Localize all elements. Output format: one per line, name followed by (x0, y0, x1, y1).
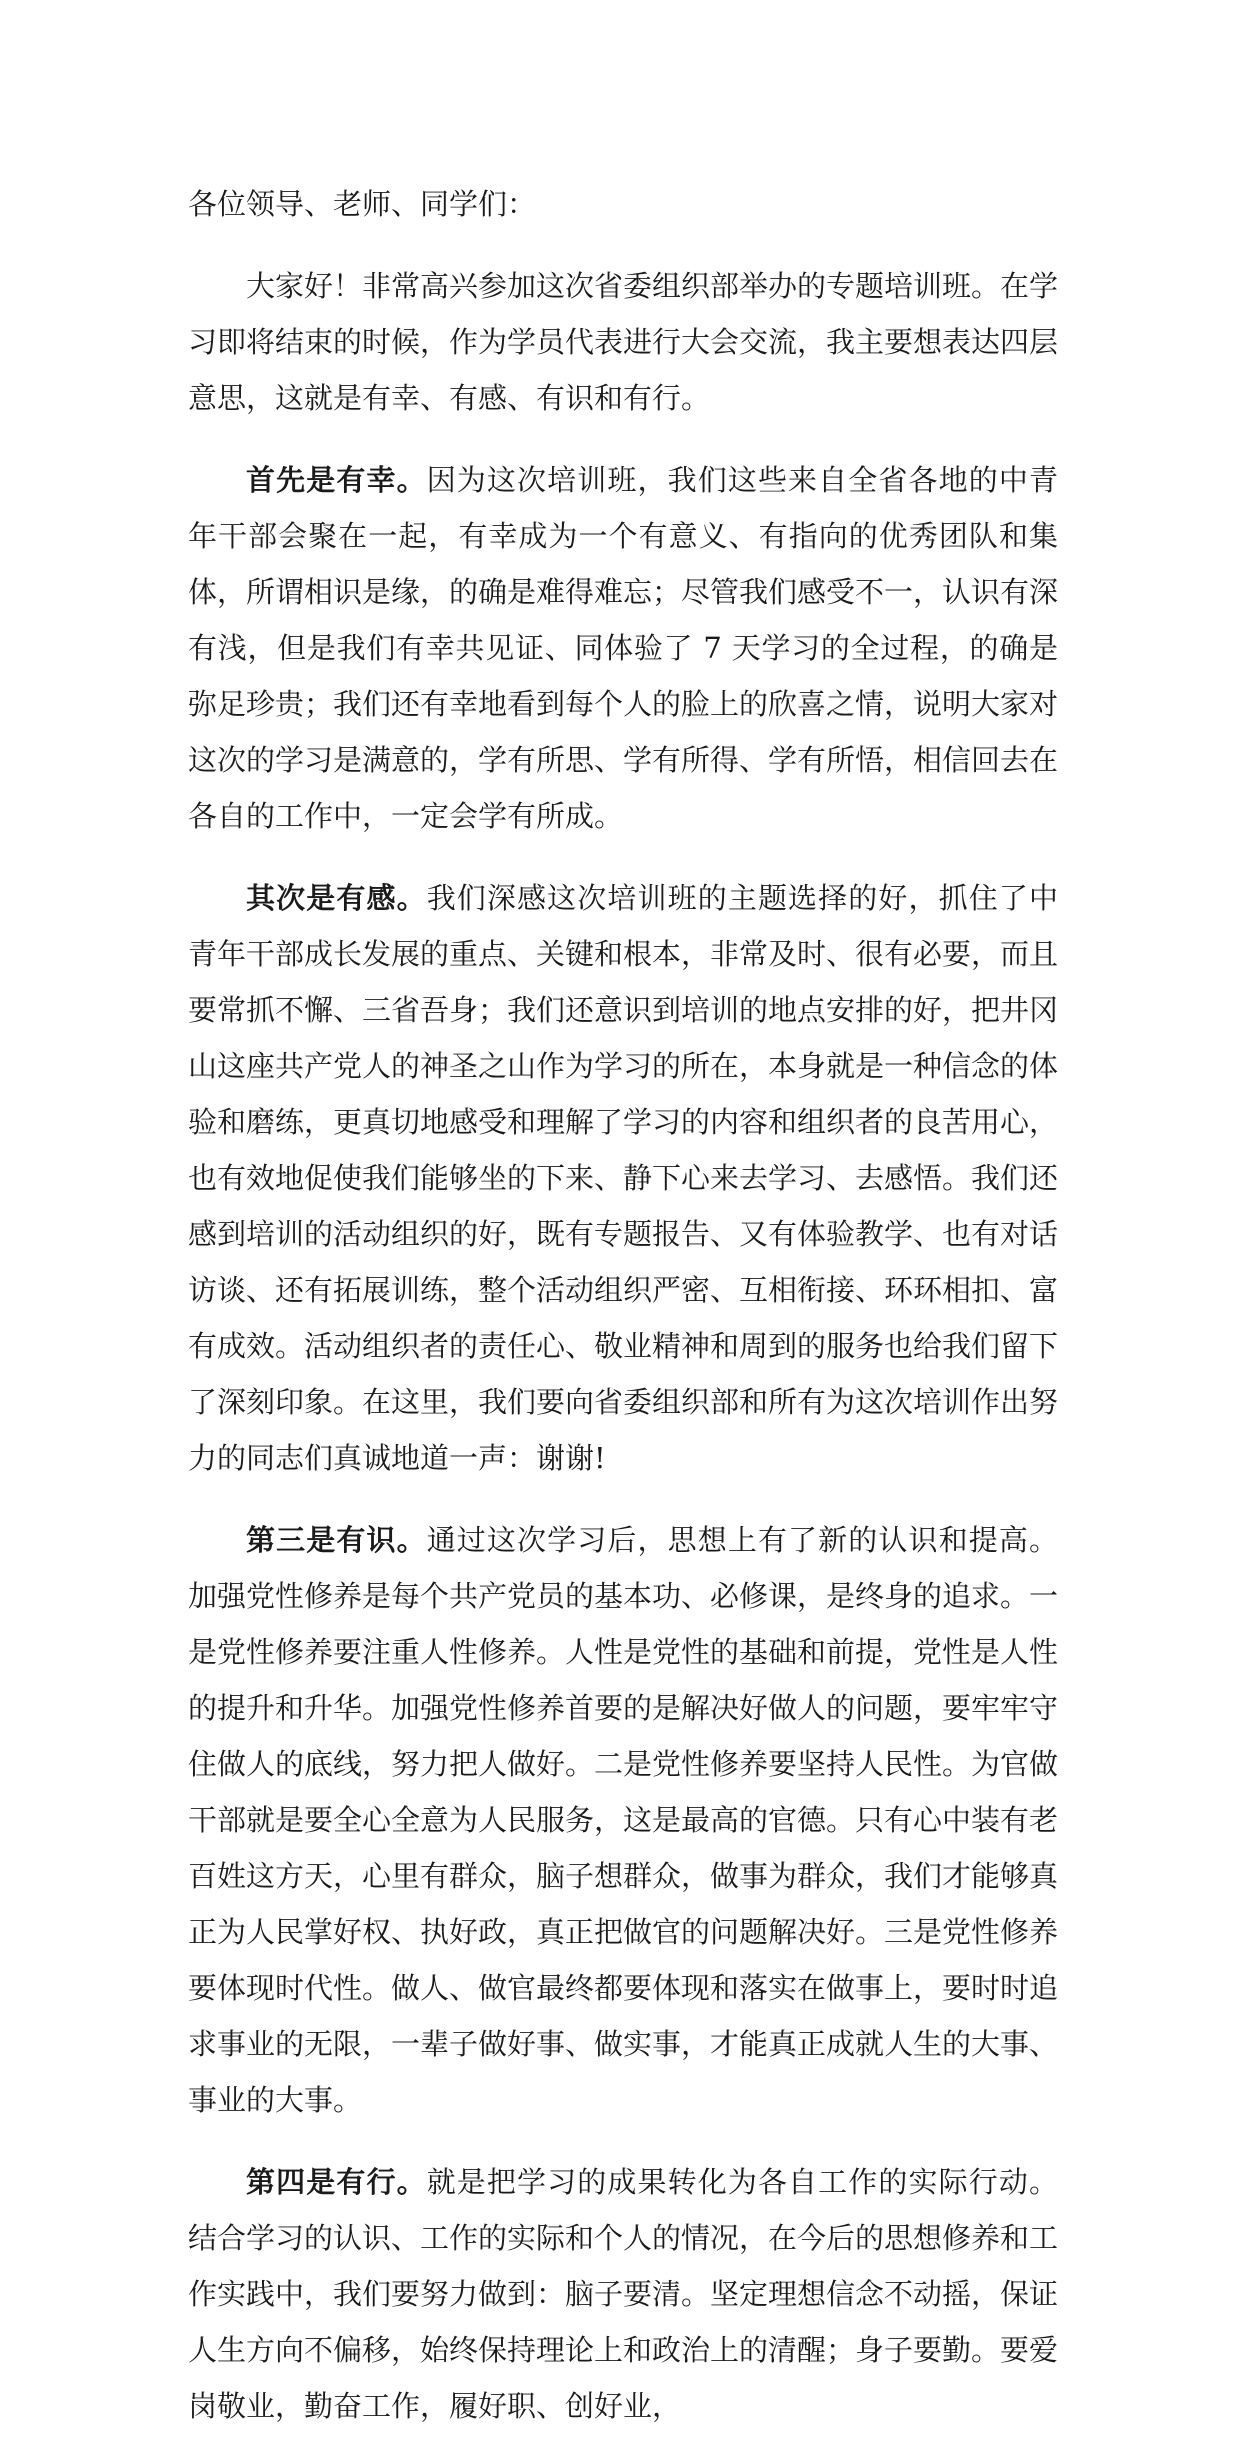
section-heading: 首先是有幸。 (246, 463, 427, 497)
section-paragraph (188, 870, 1058, 1486)
section-paragraph (188, 1512, 1058, 2128)
section-heading: 第四是有行。 (246, 2165, 427, 2199)
document-body (188, 176, 1058, 2460)
section-heading: 其次是有感。 (246, 881, 427, 915)
section-heading: 第三是有识。 (246, 1523, 427, 1557)
intro-paragraph: 大家好！非常高兴参加这次省委组织部举办的专题培训班。在学习即将结束的时候，作为学员代表进行大会交流，我主要想表达四层意思，这就是有幸、有感、有识和有行。 (188, 269, 1059, 415)
section-paragraph (188, 2154, 1058, 2434)
section-text: 就是把学习的成果转化为各自工作的实际行动。结合学习的认识、工作的实际和个人的情况，在今后的思想修养和工作实践中，我们要努力做到：脑子要清。坚定理想信念不动摇，保证人生方向不偏移，始终保持理论上和政治上的清醒；身子要勤。要爱岗敬业，勤奋工作，履好职、创好业， (188, 2165, 1059, 2423)
section-text: 我们深感这次培训班的主题选择的好，抓住了中青年干部成长发展的重点、关键和根本，非常及时、很有必要，而且要常抓不懈、三省吾身；我们还意识到培训的地点安排的好，把井冈山这座共产党人的神圣之山作为学习的所在，本身就是一种信念的体验和磨练，更真切地感受和理解了学习的内容和组织者的良苦用心，也有效地促使我们能够坐的下来、静下心来去学习、去感悟。我们还感到培训的活动组织的好，既有专题报告、又有体验教学、也有对话访谈、还有拓展训练，整个活动组织严密、互相衔接、环环相扣、富有成效。活动组织者的责任心、敬业精神和周到的服务也给我们留下了深刻印象。在这里，我们要向省委组织部和所有为这次培训作出努力的同志们真诚地道一声：谢谢! (188, 881, 1059, 1475)
section-text: 通过这次学习后，思想上有了新的认识和提高。加强党性修养是每个共产党员的基本功、必修课，是终身的追求。一是党性修养要注重人性修养。人性是党性的基础和前提，党性是人性的提升和升华。加强党性修养首要的是解决好做人的问题，要牢牢守住做人的底线，努力把人做好。二是党性修养要坚持人民性。为官做干部就是要全心全意为人民服务，这是最高的官德。只有心中装有老百姓这方天，心里有群众，脑子想群众，做事为群众，我们才能够真正为人民掌好权、执好政，真正把做官的问题解决好。三是党性修养要体现时代性。做人、做官最终都要体现和落实在做事上，要时时追求事业的无限，一辈子做好事、做实事，才能真正成就人生的大事、事业的大事。 (188, 1523, 1059, 2117)
section-paragraph (188, 452, 1058, 844)
salutation: 各位领导、老师、同学们： (188, 187, 537, 221)
section-text: 因为这次培训班，我们这些来自全省各地的中青年干部会聚在一起，有幸成为一个有意义、有指向的优秀团队和集体，所谓相识是缘，的确是难得难忘；尽管我们感受不一，认识有深有浅，但是我们有幸共见证、同体验了 7 天学习的全过程，的确是弥足珍贵；我们还有幸地看到每个人的脸上的欣喜之情，说明大家对这次的学习是满意的，学有所思、学有所得、学有所悟，相信回去在各自的工作中，一定会学有所成。 (188, 463, 1059, 833)
